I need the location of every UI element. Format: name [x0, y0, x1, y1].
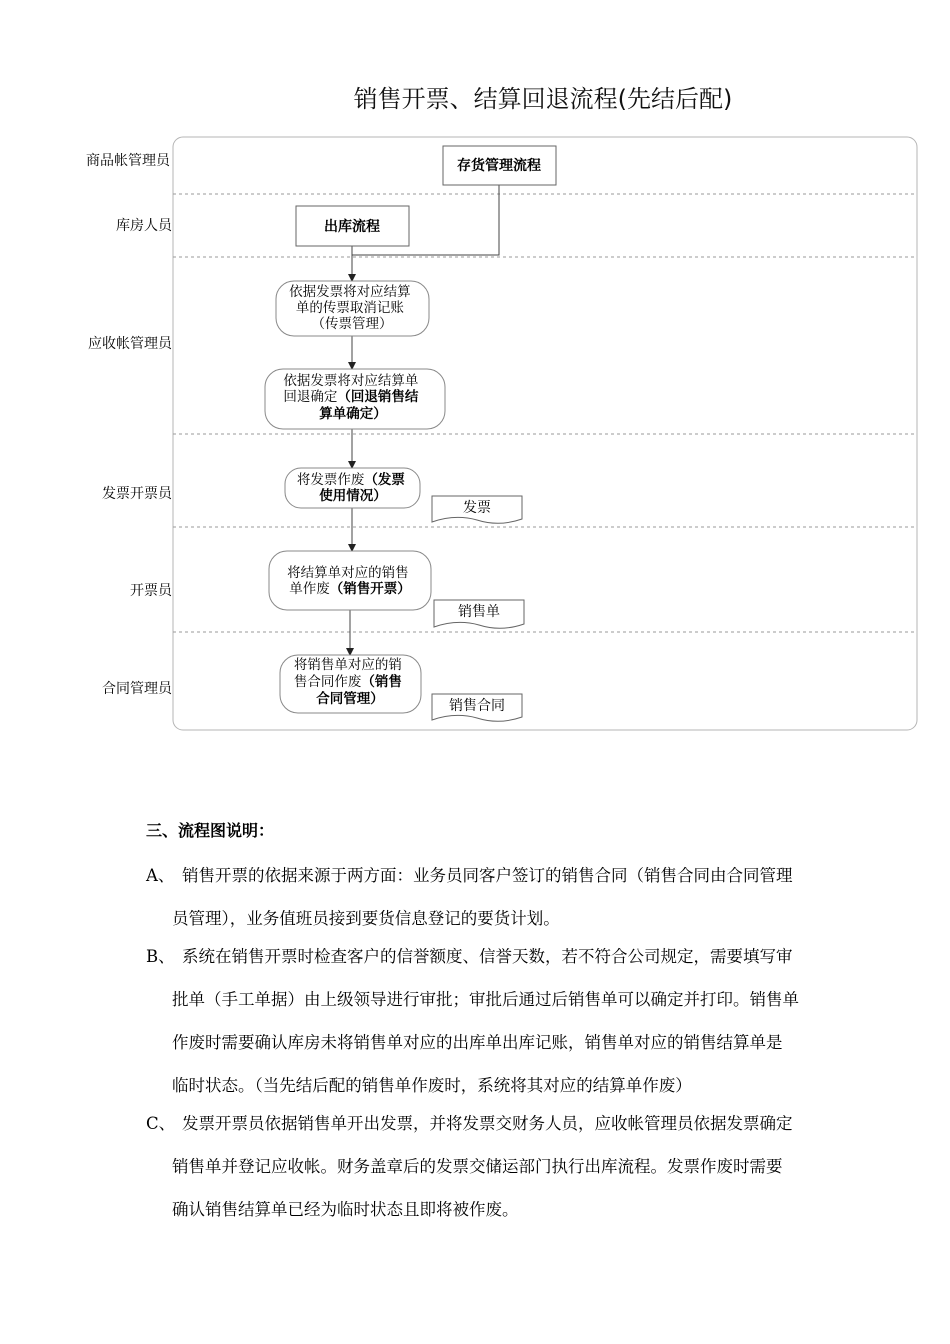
node-void-invoice-text: 将发票作废（发票 使用情况） [296, 472, 405, 504]
node-void-contract [280, 655, 421, 713]
node-inventory-flow [443, 146, 556, 185]
note-line: 作废时需要确认库房未将销售单对应的出库单出库记账，销售单对应的销售结算单是 [172, 1033, 783, 1052]
doc-sales-order [434, 600, 524, 628]
lane-label-receivables-accountant: 应收帐管理员 [88, 336, 172, 352]
note-marker: B、 [146, 947, 175, 966]
note-marker: A、 [146, 866, 175, 885]
note-marker: C、 [146, 1114, 176, 1133]
note-line: 批单（手工单据）由上级领导进行审批；审批后通过后销售单可以确定并打印。销售单 [172, 990, 799, 1009]
note-line: 确认销售结算单已经为临时状态且即将被作废。 [172, 1200, 519, 1219]
lane-label-warehouse-staff: 库房人员 [116, 218, 172, 234]
note-line: 销售开票的依据来源于两方面：业务员同客户签订的销售合同（销售合同由合同管理 [182, 866, 793, 885]
lane-label-inventory-accountant: 商品帐管理员 [86, 153, 170, 169]
doc-sales-order-label: 销售单 [458, 604, 500, 620]
note-line: 临时状态。（当先结后配的销售单作废时，系统将其对应的结算单作废） [172, 1076, 692, 1095]
node-cancel-posting-text: 依据发票将对应结算 单的传票取消记账 （传票管理） [289, 284, 411, 332]
doc-invoice [432, 496, 522, 523]
note-line: 销售单并登记应收帐。财务盖章后的发票交储运部门执行出库流程。发票作废时需要 [172, 1157, 783, 1176]
node-rollback-confirm-text: 依据发票将对应结算单 回退确定（回退销售结 算单确定） [283, 373, 419, 422]
doc-sales-contract-label: 销售合同 [449, 698, 505, 714]
lane-label-invoice-issuer: 发票开票员 [102, 486, 172, 502]
diagram-title: 销售开票、结算回退流程(先结后配) [353, 85, 733, 113]
node-void-sales-order-text: 将结算单对应的销售 单作废（销售开票） [287, 565, 411, 597]
node-rollback-confirm [265, 369, 445, 429]
node-inventory-flow-label: 存货管理流程 [457, 158, 541, 174]
lane-label-contract-manager: 合同管理员 [102, 681, 172, 697]
notes-heading: 三、流程图说明： [146, 821, 275, 840]
node-cancel-posting [276, 281, 429, 336]
node-outbound-flow-label: 出库流程 [324, 219, 380, 235]
node-outbound-flow [296, 206, 409, 246]
lane-label-billing-clerk: 开票员 [130, 583, 172, 599]
doc-sales-contract [432, 694, 522, 721]
node-void-sales-order [269, 551, 431, 610]
note-line: 发票开票员依据销售单开出发票，并将发票交财务人员，应收帐管理员依据发票确定 [182, 1114, 793, 1133]
node-void-contract-text: 将销售单对应的销 售合同作废（销售 合同管理） [293, 657, 402, 707]
doc-invoice-label: 发票 [463, 500, 491, 516]
node-void-invoice [285, 468, 420, 508]
note-line: 员管理），业务值班员接到要货信息登记的要货计划。 [172, 909, 560, 928]
note-line: 系统在销售开票时检查客户的信誉额度、信誉天数，若不符合公司规定，需要填写审 [182, 947, 793, 966]
